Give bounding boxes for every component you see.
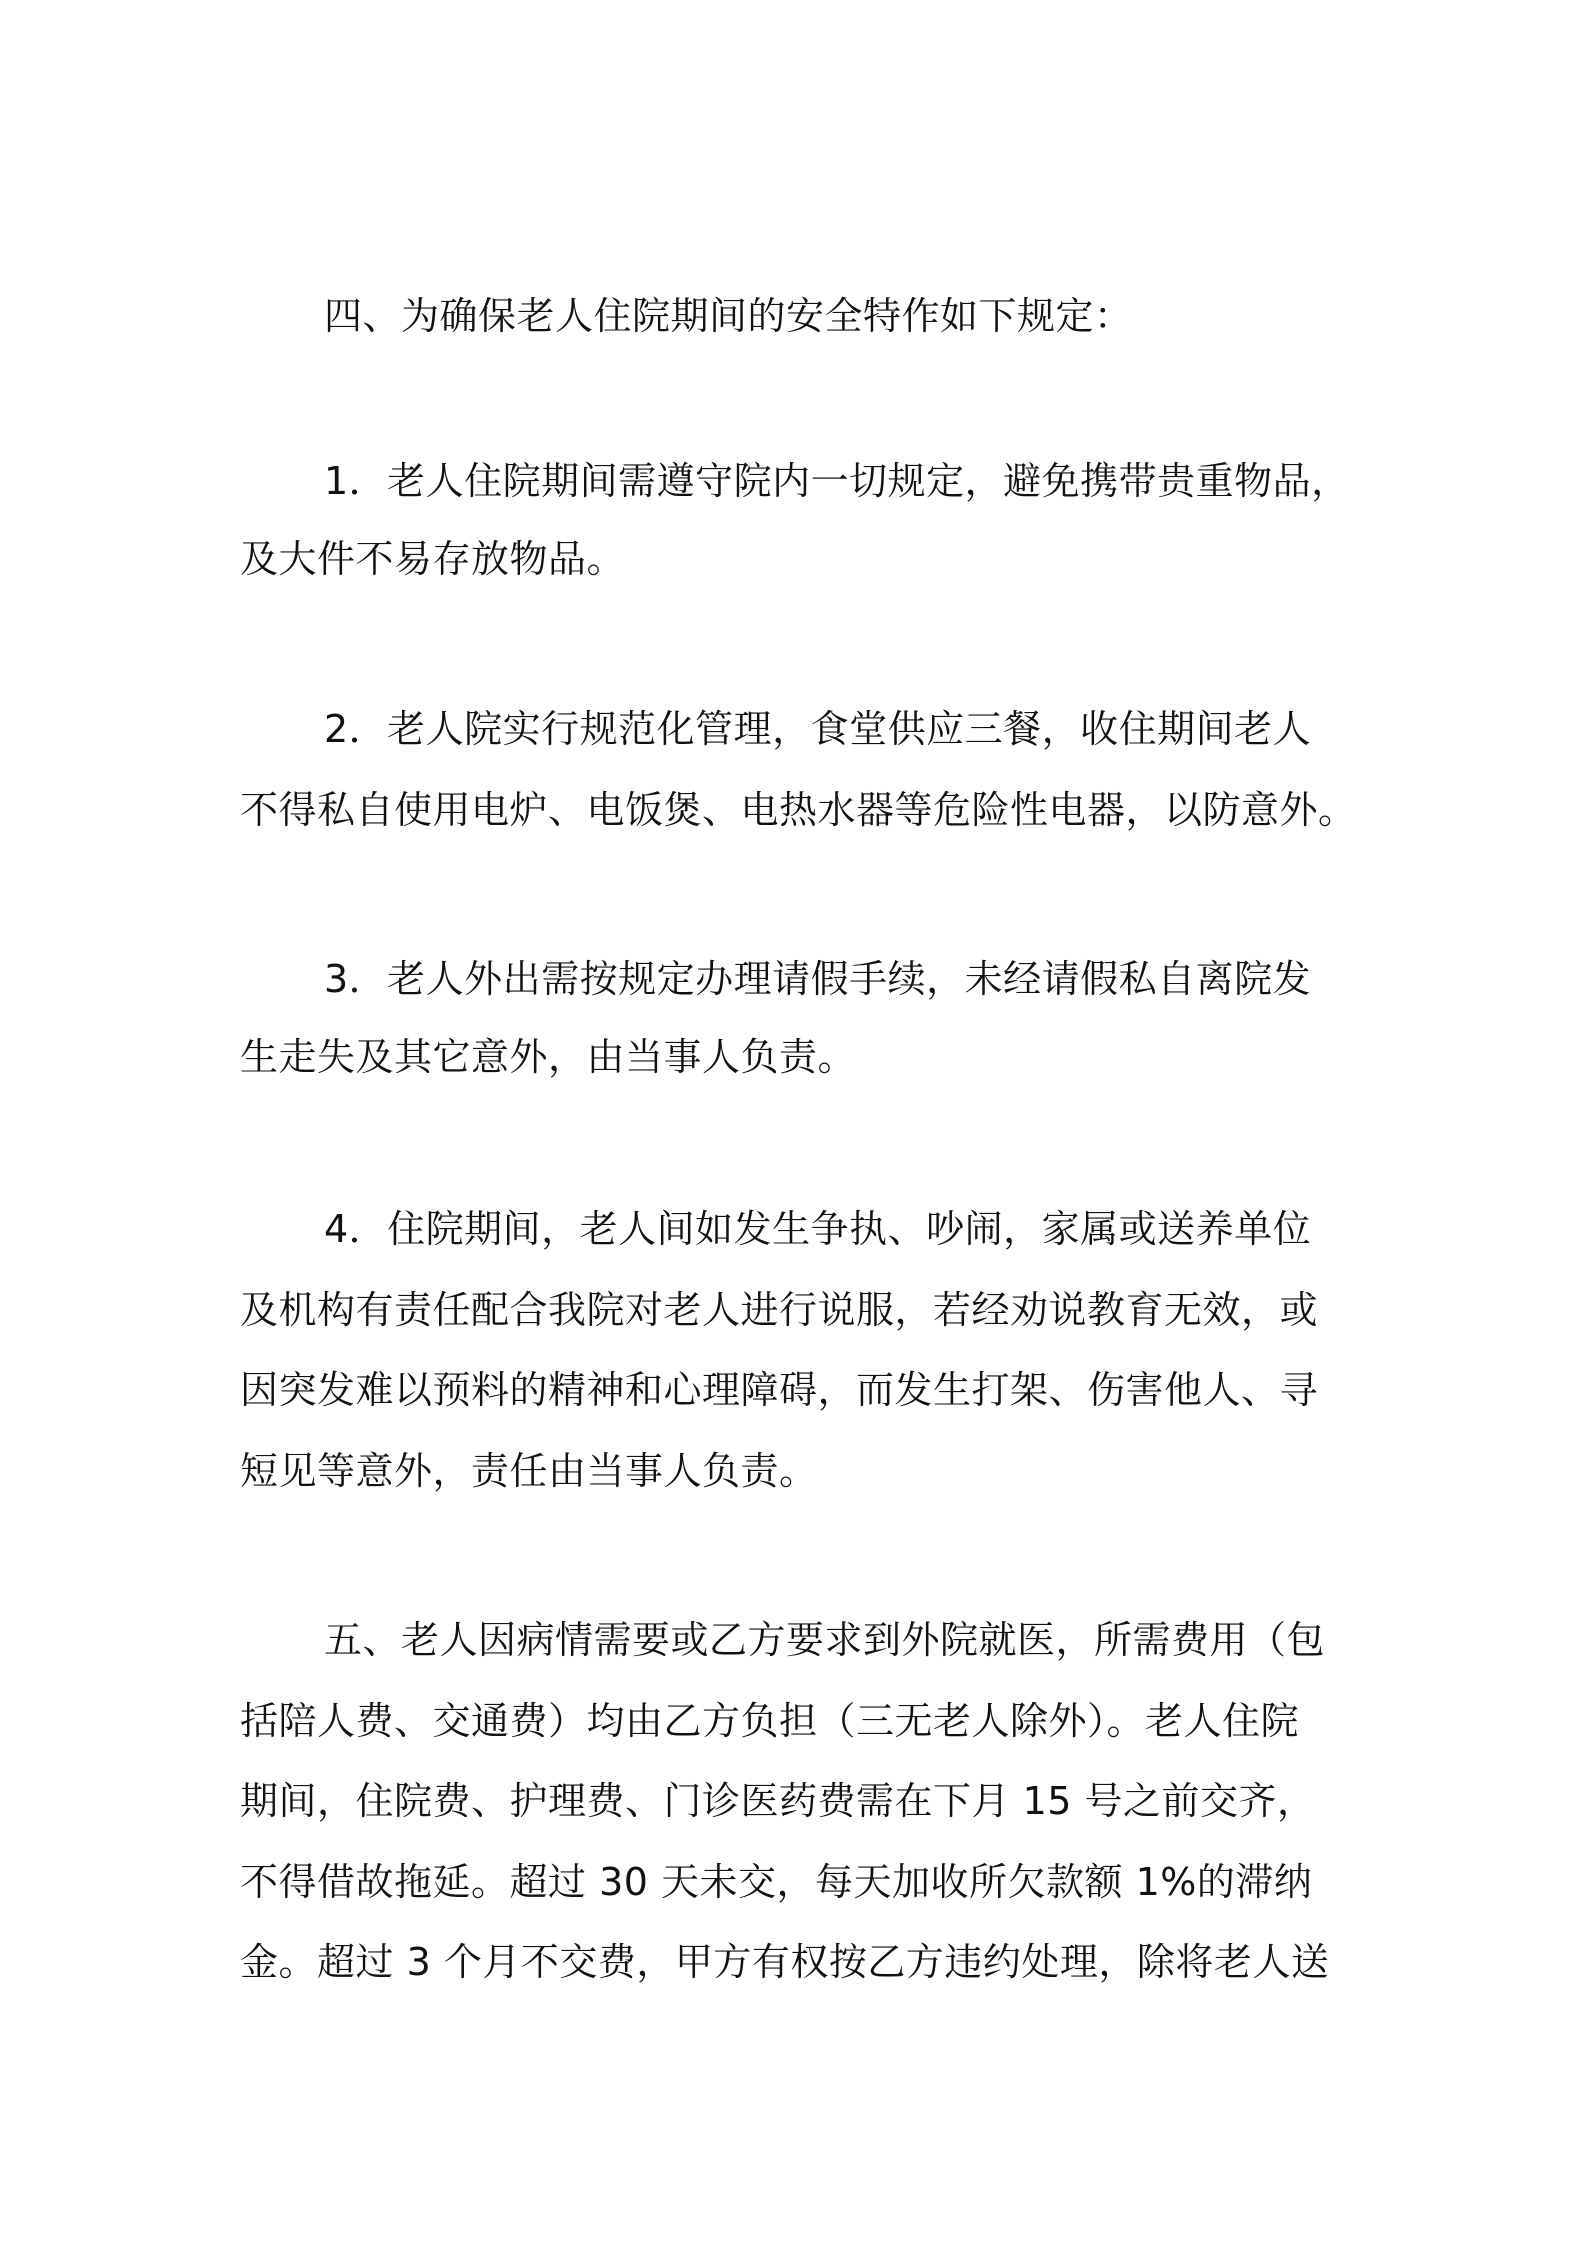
item-4-line-3: 因突发难以预料的精神和心理障碍，而发生打架、伤害他人、寻 <box>240 1368 1319 1412</box>
section-5-line-2: 括陪人费、交通费）均由乙方负担（三无老人除外）。老人住院 <box>240 1699 1300 1743</box>
item-2-line-1: 2．老人院实行规范化管理，食堂供应三餐，收住期间老人 <box>324 707 1312 751</box>
item-1-line-2: 及大件不易存放物品。 <box>240 537 626 581</box>
item-3-line-2: 生走失及其它意外，由当事人负责。 <box>240 1035 857 1079</box>
item-4-line-1: 4．住院期间，老人间如发生争执、吵闹，家属或送养单位 <box>324 1207 1312 1251</box>
item-2-line-2: 不得私自使用电炉、电饭煲、电热水器等危险性电器，以防意外。 <box>240 788 1357 832</box>
item-4-line-4: 短见等意外，责任由当事人负责。 <box>240 1449 818 1493</box>
section-5-line-5: 金。超过 3 个月不交费，甲方有权按乙方违约处理，除将老人送 <box>240 1940 1330 1984</box>
section-4-heading: 四、为确保老人住院期间的安全特作如下规定： <box>324 294 1133 338</box>
section-5-line-1: 五、老人因病情需要或乙方要求到外院就医，所需费用（包 <box>324 1618 1326 1662</box>
item-1-line-1: 1．老人住院期间需遵守院内一切规定，避免携带贵重物品， <box>324 459 1350 503</box>
item-4-line-2: 及机构有责任配合我院对老人进行说服，若经劝说教育无效，或 <box>240 1288 1319 1332</box>
item-3-line-1: 3．老人外出需按规定办理请假手续，未经请假私自离院发 <box>324 957 1312 1001</box>
section-5-line-3: 期间，住院费、护理费、门诊医药费需在下月 15 号之前交齐， <box>240 1779 1316 1823</box>
section-5-line-4: 不得借故拖延。超过 30 天未交，每天加收所欠款额 1%的滞纳 <box>240 1860 1313 1904</box>
